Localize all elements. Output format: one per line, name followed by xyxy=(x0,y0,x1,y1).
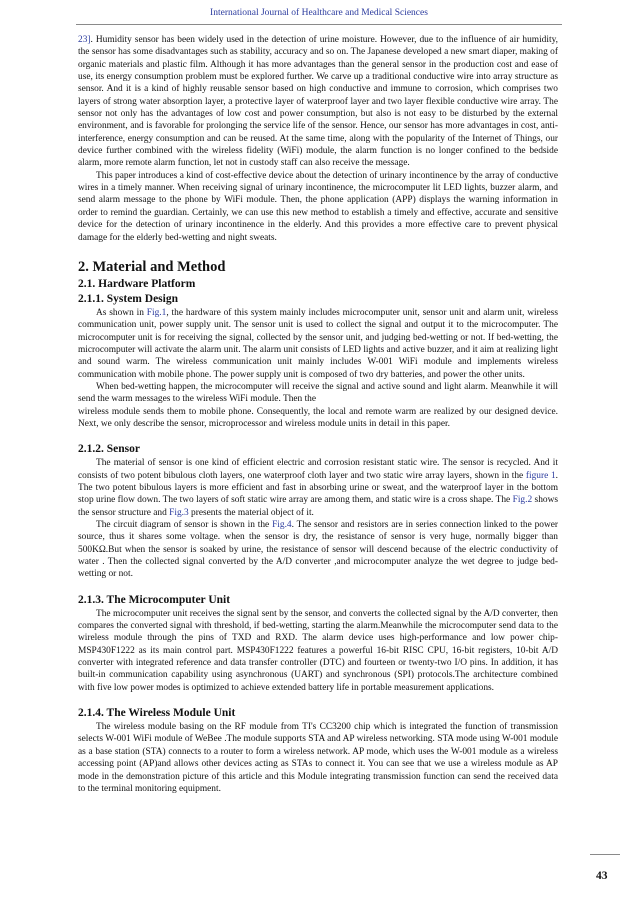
page-number: 43 xyxy=(596,870,608,882)
paragraph: The circuit diagram of sensor is shown in the Fig.4. The sensor and resistors are in series connection linked to the power source, thus it shares some voltage. when the sensor is dry, the resistance of sensor is very huge, normally bigger than 500KΩ.But when the sensor is soaked by urine, the resistance of sensor will descend because of the electric conductivity of water . Then the collected signal converted by the A/D converter ,and microcomputer analyze the wet degree to judge bed-wetting or not. xyxy=(78,520,559,580)
paragraph: As shown in Fig.1, the hardware of this system mainly includes microcomputer unit, sensor unit and alarm unit, wireless communication unit, power supply unit. The sensor unit is used to collect the signal and output it to the microcomputer. The microcomputer unit is for receiving the signal, collected by the sensor unit, and judging bed-wetting or not. If bed-wetting, the microcomputer will activate the alarm unit. The alarm unit consists of LED lights and active buzzer, and it aim at realizing light and sound warm. The wireless communication unit mainly includes W-001 WiFi module and implements wireless communication with mobile phone. The power supply unit is composed of two dry batteries, and power the other units. xyxy=(78,307,558,380)
paragraph: The microcomputer unit receives the signal sent by the sensor, and converts the collected signal by the A/D converter, then compares the converted signal with threshold, if bed-wetting, starting the alarm.Meanwhile the microcomputer send data to the wireless module through the pins of TXD and RXD. The alarm device uses high-performance and low power chip-MSP430F1222 as its main control part. MSP430F1222 features a powerful 16-bit RISC CPU, 16-bit registers, 10-bit A/D converter with integrated reference and data transfer controller (DTC) and fourteen or twenty-two I/O pins. In addition, it has built-in communication capability using asynchronous (UART) and synchronous (SPI) protocols.The architecture combined with five low power modes is optimized to achieve extended battery life in portable measurement applications. xyxy=(78,608,558,693)
reference-link[interactable]: 23] xyxy=(78,35,91,45)
subsubsection-heading: 2.1.2. Sensor xyxy=(78,443,140,456)
paragraph: wireless module sends them to mobile phone. Consequently, the local and remote warm are realized by our designed device. Next, we only describe the sensor, microprocessor and wireless module units in detail in this paper. xyxy=(78,406,558,429)
header-rule xyxy=(76,24,562,25)
subsubsection-heading: 2.1.3. The Microcomputer Unit xyxy=(78,593,231,606)
subsubsection-heading: 2.1.4. The Wireless Module Unit xyxy=(78,707,236,720)
footer-rule xyxy=(590,854,620,855)
figure-link[interactable]: figure 1 xyxy=(525,470,556,481)
intro-paragraph-2: This paper introduces a kind of cost-effective device about the detection of urinary incontinence by the array of conductive wires in a timely manner. When receiving signal of urinary incontinence, the microcomputer lit LED lights, buzzer alarm, and send alarm message to the phone by WiFi module. Then, the phone application (APP) displays the warning information in order to remind the guardian. Certainly, we can use this new method to establish a timely and effective, accurate and sensitive device for the detection of urinary incontinence in the elderly. And this provides a more effective care to prevent physical damage for the elderly bed-wetting and night sweats. xyxy=(78,170,558,243)
subsection-heading: 2.1. Hardware Platform xyxy=(78,277,196,290)
journal-header: International Journal of Healthcare and Medical Sciences xyxy=(210,8,428,18)
figure-link[interactable]: Fig.4 xyxy=(272,520,292,530)
paragraph: When bed-wetting happen, the microcomputer will receive the signal and active sound and light alarm. Meanwhile it will send the warm messages to the wireless WiFi module. Then the xyxy=(78,381,558,405)
paragraph: The material of sensor is one kind of efficient electric and corrosion resistant static wire. The sensor is recycled. And it consists of two potent bibulous cloth layers, one waterproof cloth layer and two static wire array layers, shown in the figure 1. The two potent bibulous layers is more efficient and fast in absorbing urine or sweat, and the waterproof layer in the bottom stop urine flow down. The two layers of soft static wire array are among them, and static wire is a cross shape. The Fig.2 shows the sensor structure and Fig.3 presents the material object of it. xyxy=(78,458,558,518)
figure-link[interactable]: Fig.3 xyxy=(169,507,189,518)
article-body xyxy=(78,34,558,795)
intro-paragraph-1: 23]. Humidity sensor has been widely used in the detection of urine moisture. However, due to the influence of air humidity, the sensor has some disadvantages such as stability, accuracy and so on. The Japanese developed a new smart diaper, making of organic materials and plastic film. Although it has more advantages than the general sensor in the production cost and ease of use, its energy consumption problem must be explored further. We carve up a traditional conductive wire into array structure as sensor. And it is a kind of highly reusable sensor based on high conductive and immune to corrosion, which comprises two layers of strong water absorption layer, a protective layer of waterproof layer and two layer flexible conductive wire array. The sensor not only has the advantages of low cost and power consumption, but also is not easy to be disturbed by the external environment, and is favorable for prolonging the service life of the sensor. Hence, our sensor has more advantages in cost, anti-interference, energy consumption and can be reused. At the same time, along with the popularity of the Internet of Things, our device further combined with the wireless fidelity (WiFi) module, the alarm function is no longer confined to the bedside alarm, more remote alarm function, let not in custody staff can also receive the message. xyxy=(78,35,558,169)
figure-link[interactable]: Fig.2 xyxy=(512,495,533,506)
paragraph: The wireless module basing on the RF module from TI's CC3200 chip which is integrated the function of transmission selects W-001 WiFi module of WeBee .The module supports STA and AP wireless networking. STA mode using W-001 module as a base station (STA) connects to a router to form a wireless network. AP mode, which uses the W-001 module as a wireless accessing point (AP)and allows other devices acting as STAs to connect it. You can see that we use a wireless module as AP mode in the demonstration picture of this article and this Module integrating transmission function can send the received data to the terminal monitoring equipment. xyxy=(78,722,558,794)
subsubsection-heading: 2.1.1. System Design xyxy=(78,292,178,305)
section-heading: 2. Material and Method xyxy=(78,258,226,275)
figure-link[interactable]: Fig.1 xyxy=(146,307,167,318)
